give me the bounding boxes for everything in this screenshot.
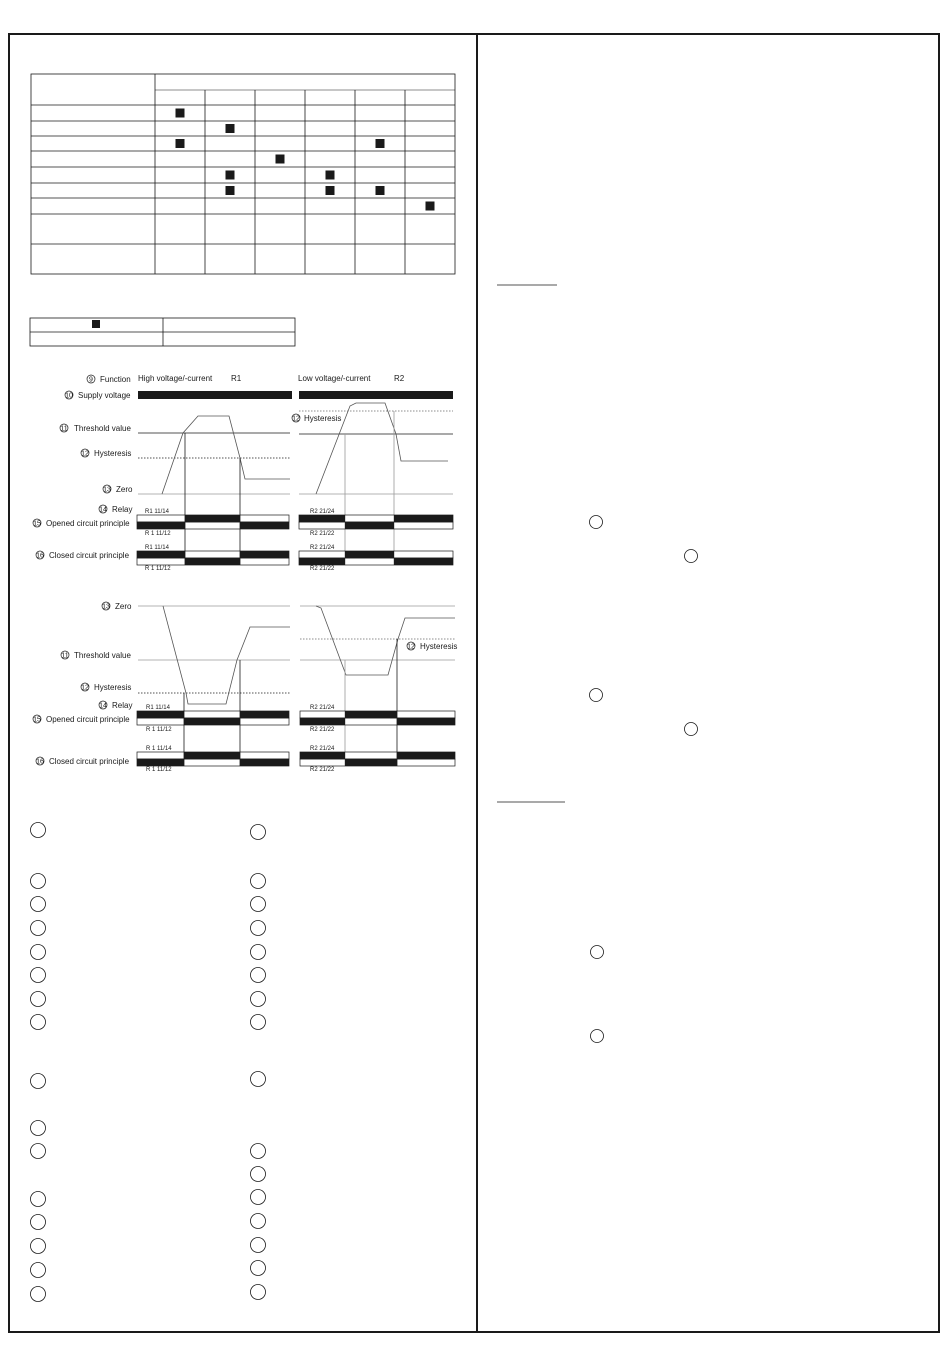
- label-relay: [99, 505, 132, 514]
- svg-text:11: 11: [61, 652, 69, 660]
- svg-text:Opened circuit principle: Opened circuit principle: [46, 519, 130, 528]
- list-marker: [31, 874, 46, 889]
- list-marker: [251, 874, 266, 889]
- list-marker: [31, 1074, 46, 1089]
- label-supply-voltage: [65, 391, 131, 400]
- right-hysteresis-label-b: [407, 642, 457, 651]
- list-marker: [590, 516, 603, 529]
- svg-text:11: 11: [60, 425, 68, 433]
- svg-text:Relay: Relay: [112, 701, 133, 710]
- svg-text:R1 11/14: R1 11/14: [146, 705, 170, 711]
- relay-opened-right-b: [300, 705, 455, 733]
- relay-closed-right-b: [300, 746, 455, 773]
- list-marker: [251, 1190, 266, 1205]
- relay-closed-right: [299, 545, 453, 572]
- list-marker: [251, 1214, 266, 1229]
- table-mark: [326, 171, 335, 180]
- label-zero: [103, 485, 133, 494]
- table-mark: [176, 139, 185, 148]
- table-mark: [226, 186, 235, 195]
- list-marker: [31, 921, 46, 936]
- svg-text:12: 12: [81, 684, 89, 692]
- list-marker: [685, 550, 698, 563]
- list-marker: [685, 723, 698, 736]
- diagram-bottom: [33, 602, 457, 773]
- svg-text:R 1 11/12: R 1 11/12: [145, 566, 171, 572]
- svg-text:14: 14: [99, 506, 107, 514]
- list-marker: [31, 1192, 46, 1207]
- svg-text:Opened circuit principle: Opened circuit principle: [46, 715, 130, 724]
- left-title: High voltage/-current: [138, 374, 213, 383]
- list-marker: [31, 1239, 46, 1254]
- svg-text:Hysteresis: Hysteresis: [94, 449, 132, 458]
- diagram-top: [33, 374, 453, 572]
- label-relay-b: [99, 701, 132, 710]
- list-marker: [251, 968, 266, 983]
- list-marker: [251, 1285, 266, 1300]
- left-tag: R1: [231, 374, 242, 383]
- label-hysteresis: [81, 449, 131, 458]
- svg-text:Hysteresis: Hysteresis: [94, 683, 132, 692]
- right-title: Low voltage/-current: [298, 374, 371, 383]
- list-marker: [251, 825, 266, 840]
- svg-text:R2 21/22: R2 21/22: [310, 531, 335, 537]
- list-marker: [251, 1238, 266, 1253]
- svg-text:R 1 11/12: R 1 11/12: [146, 727, 172, 733]
- table-mark: [376, 186, 385, 195]
- label-threshold: [60, 424, 131, 433]
- svg-text:15: 15: [33, 520, 41, 528]
- table-mark: [376, 139, 385, 148]
- numbered-list-right: [251, 825, 266, 1300]
- list-marker: [31, 1263, 46, 1278]
- label-zero-b: [102, 602, 132, 611]
- svg-text:Supply voltage: Supply voltage: [78, 391, 131, 400]
- svg-text:12: 12: [292, 415, 300, 423]
- list-marker: [251, 1261, 266, 1276]
- svg-text:13: 13: [102, 603, 110, 611]
- list-marker: [31, 992, 46, 1007]
- label-closed-circuit: [36, 551, 130, 560]
- right-tag: R2: [394, 374, 405, 383]
- signal-right: [299, 403, 453, 565]
- label-function: [87, 375, 131, 384]
- legend-mark: [92, 320, 100, 328]
- list-marker: [591, 1030, 604, 1043]
- svg-text:R 1 11/12: R 1 11/12: [146, 767, 172, 773]
- svg-text:Zero: Zero: [116, 485, 133, 494]
- table-mark: [276, 155, 285, 164]
- right-column-markers: [590, 516, 698, 1043]
- list-marker: [251, 945, 266, 960]
- svg-text:R2 21/24: R2 21/24: [310, 746, 335, 752]
- svg-text:R2 21/24: R2 21/24: [310, 705, 335, 711]
- list-marker: [251, 921, 266, 936]
- list-marker: [251, 992, 266, 1007]
- svg-text:13: 13: [103, 486, 111, 494]
- right-hysteresis-label: [292, 414, 341, 423]
- relay-opened-left: [137, 509, 289, 537]
- list-marker: [31, 1144, 46, 1159]
- svg-text:R1 11/14: R1 11/14: [145, 545, 169, 551]
- label-closed-circuit-b: [36, 757, 130, 766]
- list-marker: [31, 968, 46, 983]
- list-marker: [31, 945, 46, 960]
- supply-bar-right: [299, 391, 453, 399]
- svg-text:R2 21/22: R2 21/22: [310, 566, 335, 572]
- svg-text:14: 14: [99, 702, 107, 710]
- functions-table: [31, 74, 455, 274]
- svg-text:Hysteresis: Hysteresis: [304, 414, 342, 423]
- table-mark: [226, 124, 235, 133]
- svg-text:Relay: Relay: [112, 505, 133, 514]
- relay-closed-left: [137, 545, 289, 572]
- list-marker: [31, 1215, 46, 1230]
- svg-text:R 1 11/14: R 1 11/14: [146, 746, 172, 752]
- list-marker: [591, 946, 604, 959]
- svg-text:R2 21/24: R2 21/24: [310, 509, 335, 515]
- list-marker: [251, 1015, 266, 1030]
- supply-bar-left: [138, 391, 292, 399]
- table-mark: [176, 109, 185, 118]
- table-mark: [426, 202, 435, 211]
- svg-text:Zero: Zero: [115, 602, 132, 611]
- list-marker: [251, 897, 266, 912]
- svg-text:Threshold value: Threshold value: [74, 424, 131, 433]
- list-marker: [590, 689, 603, 702]
- list-marker: [31, 897, 46, 912]
- relay-closed-left-b: [137, 746, 289, 773]
- svg-text:R 1 11/12: R 1 11/12: [145, 531, 171, 537]
- svg-text:9: 9: [89, 376, 93, 384]
- svg-text:Closed circuit principle: Closed circuit principle: [49, 757, 130, 766]
- table-mark: [326, 186, 335, 195]
- label-threshold-b: [61, 651, 131, 660]
- svg-text:10: 10: [65, 392, 73, 400]
- label-hysteresis-b: [81, 683, 131, 692]
- svg-text:15: 15: [33, 716, 41, 724]
- svg-text:16: 16: [36, 758, 44, 766]
- list-marker: [251, 1144, 266, 1159]
- relay-opened-right: [299, 509, 453, 537]
- label-opened-circuit-b: [33, 715, 130, 724]
- list-marker: [31, 1015, 46, 1030]
- label-opened-circuit: [33, 519, 130, 528]
- list-marker: [251, 1072, 266, 1087]
- svg-text:12: 12: [81, 450, 89, 458]
- svg-text:12: 12: [407, 643, 415, 651]
- legend-table: [30, 318, 295, 346]
- list-marker: [31, 823, 46, 838]
- list-marker: [31, 1121, 46, 1136]
- svg-text:R2 21/24: R2 21/24: [310, 545, 335, 551]
- list-marker: [251, 1167, 266, 1182]
- svg-text:Closed circuit principle: Closed circuit principle: [49, 551, 130, 560]
- svg-text:16: 16: [36, 552, 44, 560]
- svg-text:Threshold value: Threshold value: [74, 651, 131, 660]
- relay-opened-left-b: [137, 705, 289, 733]
- numbered-list-left: [31, 823, 46, 1302]
- svg-text:R2 21/22: R2 21/22: [310, 727, 335, 733]
- list-marker: [31, 1287, 46, 1302]
- svg-text:Function: Function: [100, 375, 131, 384]
- signal-left: [138, 416, 290, 565]
- svg-text:R1 11/14: R1 11/14: [145, 509, 169, 515]
- svg-text:R2 21/22: R2 21/22: [310, 767, 335, 773]
- signal-left-b: [138, 606, 290, 766]
- signal-right-b: [300, 606, 458, 766]
- table-mark: [226, 171, 235, 180]
- svg-text:Hysteresis: Hysteresis: [420, 642, 458, 651]
